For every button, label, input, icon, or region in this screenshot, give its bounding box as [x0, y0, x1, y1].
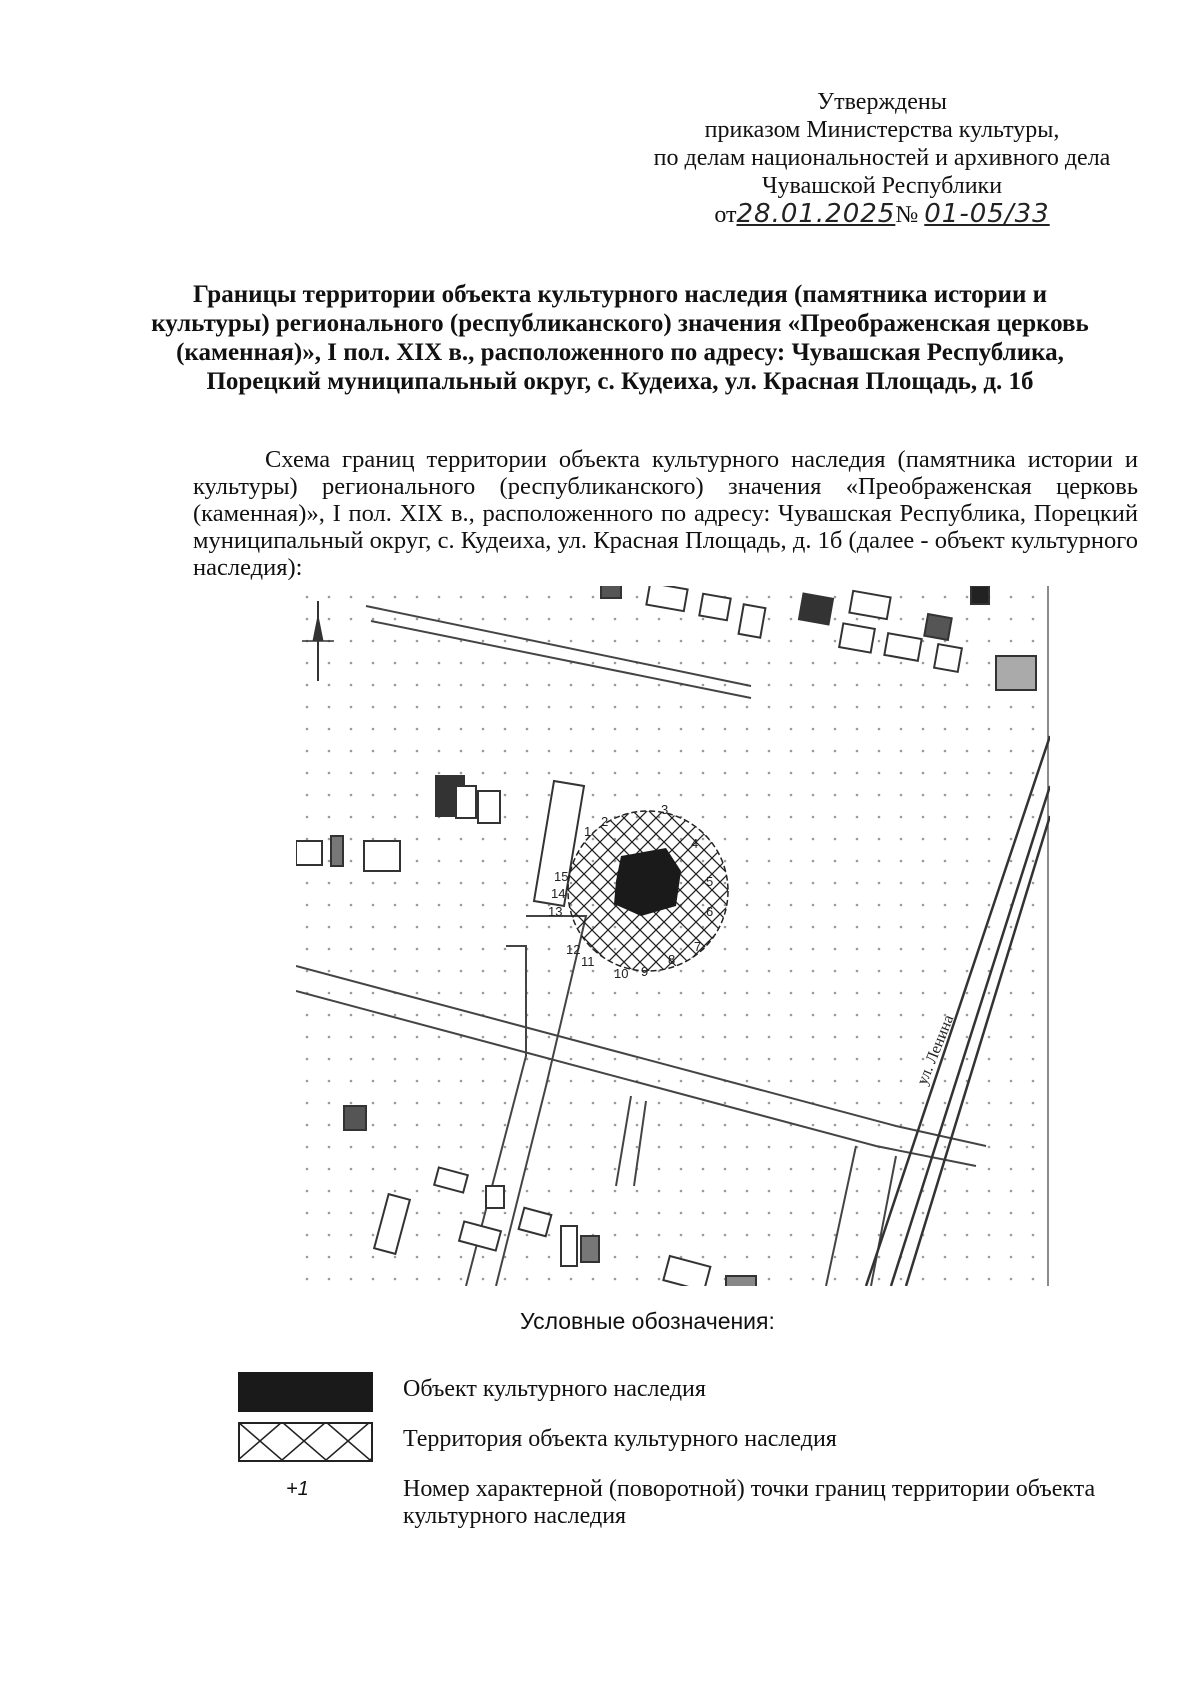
point-label-2: 2 [601, 814, 609, 829]
document-title: Границы территории объекта культурного наследия (памятника истории и культуры) регионального (республиканского) значения «Преображенская церковь (каменная)», I пол. XIX в., расположенного по адресу: Чувашская Республика, Порецкий муниципальный округ, с. Кудеиха, ул. Красная Площадь, д. 1б [151, 281, 1089, 395]
point-label-14: 14 [551, 886, 566, 901]
building [344, 1106, 366, 1130]
point-label-4: 4 [691, 836, 699, 851]
building [561, 1226, 577, 1266]
intro-paragraph: Схема границ территории объекта культурного наследия (памятника истории и культуры) регионального (республиканского) значения «Преображенская церковь (каменная)», I пол. XIX в., расположенного по адресу: Чувашская Республика, Порецкий муниципальный округ, с. Кудеиха, ул. Красная Площадь, д. 1б (далее - объект культурного наследия): [193, 446, 1138, 581]
building [456, 786, 476, 818]
building [699, 594, 730, 621]
point-label-3: 3 [661, 802, 669, 817]
legend-item-territory [238, 1422, 1138, 1468]
point-label-6: 6 [706, 904, 714, 919]
order-date-number [622, 200, 1142, 234]
legend-swatch-territory [238, 1422, 373, 1462]
point-label-12: 12 [566, 942, 581, 957]
legend-label-point: Номер характерной (поворотной) точки границ территории объекта культурного наследия [403, 1476, 1096, 1529]
building [739, 604, 766, 637]
point-label-13: 13 [548, 904, 563, 919]
building [486, 1186, 504, 1208]
legend-title: Условные обозначения: [520, 1308, 775, 1334]
building [726, 1276, 756, 1286]
building [581, 1236, 599, 1262]
legend-item-object [238, 1372, 1138, 1418]
legend-point-symbol: +1 [286, 1478, 309, 1500]
legend-swatch-object [238, 1372, 373, 1412]
building [799, 594, 833, 625]
number-label: № [895, 202, 919, 228]
approval-heading: Утверждены [817, 89, 947, 115]
building [478, 791, 500, 823]
approval-republic-line: Чувашской Республики [761, 173, 1003, 199]
legend-label-territory: Территория объекта культурного наследия [403, 1426, 837, 1452]
legend-label-object: Объект культурного наследия [403, 1376, 706, 1402]
order-number: 01-05/33 [924, 199, 1050, 229]
building [884, 633, 921, 661]
point-label-15: 15 [554, 869, 569, 884]
building [971, 586, 989, 604]
boundary-map [296, 586, 1050, 1286]
building [296, 841, 322, 865]
point-label-1: 1 [584, 824, 592, 839]
point-label-9: 9 [641, 964, 649, 979]
approval-block [622, 88, 1142, 234]
building [331, 836, 343, 866]
heritage-object [614, 848, 681, 916]
point-label-8: 8 [668, 952, 676, 967]
building [364, 841, 400, 871]
building [601, 586, 621, 598]
building [839, 623, 875, 652]
building [924, 614, 951, 640]
point-label-5: 5 [706, 874, 714, 889]
approval-order-line: приказом Министерства культуры, [704, 117, 1060, 143]
building [996, 656, 1036, 690]
order-date: 28.01.2025 [736, 199, 896, 229]
approval-ministry-line: по делам национальностей и архивного дела [653, 145, 1111, 171]
point-label-11: 11 [581, 954, 595, 969]
legend-item-point [238, 1476, 1138, 1536]
point-label-10: 10 [614, 966, 629, 981]
street-lenina-label: ул. Ленина [913, 1012, 958, 1088]
building [934, 644, 962, 672]
point-label-7: 7 [694, 939, 702, 954]
from-label: от [714, 202, 737, 228]
